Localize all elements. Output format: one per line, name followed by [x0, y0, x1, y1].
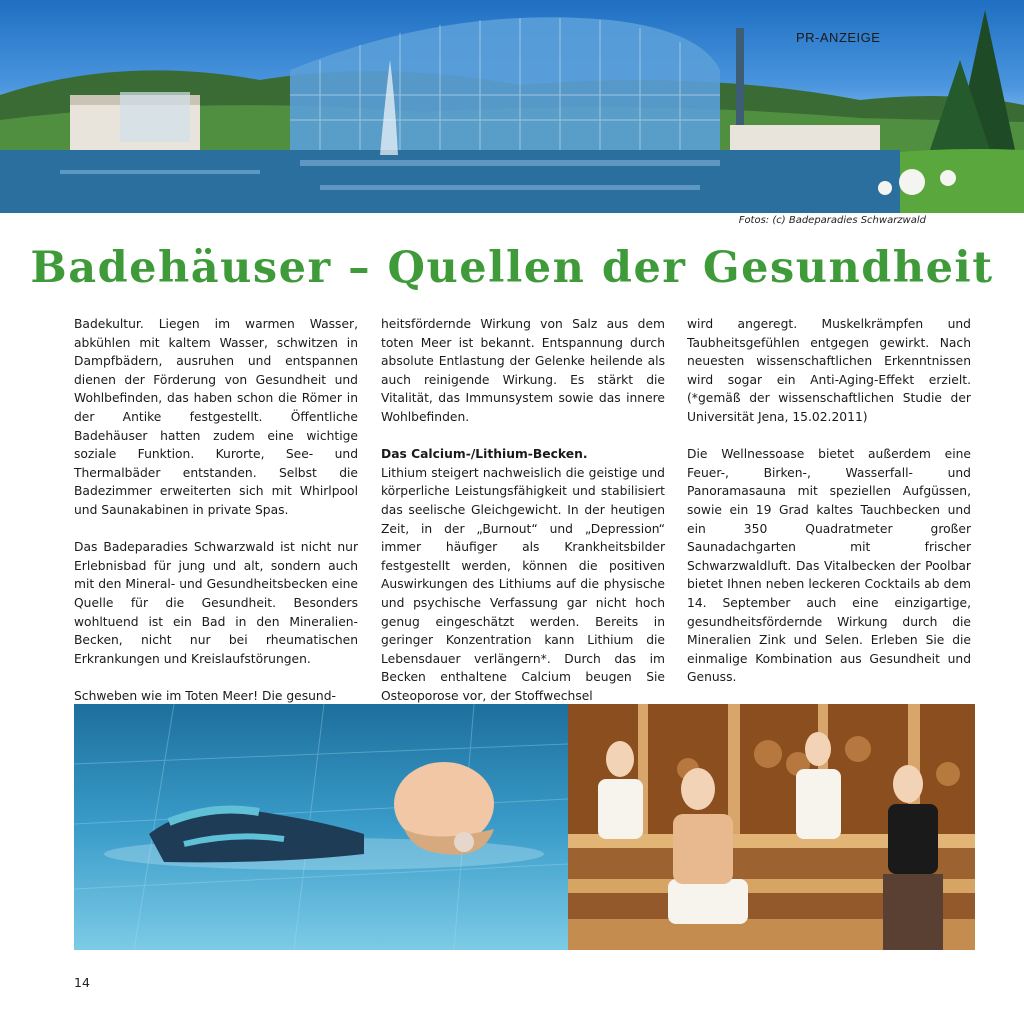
text-column-2 [381, 315, 665, 705]
text-column-1 [74, 315, 358, 705]
pool-illustration [74, 704, 568, 950]
page-title: Badehäuser – Quellen der Gesundheit [30, 243, 994, 293]
section-subheading: Das Calcium-/Lithium-Becken. [381, 447, 588, 462]
paragraph: Lithium steigert nachweislich die geistige und körperliche Leistungsfähigkeit und stabilisiert das seelische Gleichgewicht. In der heutigen Zeit, in der „Burnout“ und „Depression“ immer häufiger als Krankheitsbilder festgestellt werden, können die positiven Auswirkungen des Lithiums auf die physische und psychische Verfassung gar nicht hoch genug eingeschätzt werden. Bereits in geringer Konzentration kann Lithium die Lebensdauer verlängern*. Durch das im Becken enthaltene Calcium beugen Sie Osteoporose vor, der Stoffwechsel [381, 465, 665, 703]
photo-credit: Fotos: (c) Badeparadies Schwarzwald [738, 215, 926, 226]
paragraph: Die Wellnessoase bietet außerdem eine Feuer-, Birken-, Wasserfall- und Panoramasauna mit speziellen Aufgüssen, sowie ein 19 Grad kaltes Tauchbecken und ein 350 Quadratmeter großer Saunadachgarten mit frischer Schwarzwaldluft. Das Vitalbecken der Poolbar bietet Ihnen neben leckeren Cocktails ab dem 14. September auch eine einzigartige, gesundheitsfördernde Wirkung durch die Mineralien Zink und Selen. Erleben Sie die einmalige Kombination aus Gesundheit und Genuss. [687, 447, 971, 685]
paragraph: wird angeregt. Muskelkrämpfen und Taubheitsgefühlen entgegen gewirkt. Nach neuesten wissenschaftlichen Erkenntnissen wird sogar ein Anti-Aging-Effekt erzielt. (*gemäß der wissenschaftlichen Studie der Universität Jena, 15.02.2011) [687, 317, 971, 424]
paragraph: heitsfördernde Wirkung von Salz aus dem toten Meer ist bekannt. Entspannung durch absolute Entlastung der Gelenke heilende als auch reinigende Wirkung. Es stärkt die Vitalität, das Immunsystem sowie das innere Wohlbefinden. [381, 317, 665, 424]
pool-photo [74, 704, 568, 950]
pr-advert-label: PR-ANZEIGE [796, 30, 881, 45]
paragraph: Badekultur. Liegen im warmen Wasser, abkühlen mit kaltem Wasser, schwitzen in Dampfbädern, ausruhen und entspannen dienen der Förderung von Gesundheit und Wohlbefinden, das haben schon die Römer in der Antike festgestellt. Öffentliche Badehäuser hatten zudem eine wichtige soziale Funktion. Kurorte, See- und Thermalbäder entstanden. Selbst die Badezimmer erweiterten sich mit Whirlpool und Saunakabinen in private Spas. [74, 317, 358, 517]
sauna-photo [568, 704, 975, 950]
paragraph: Das Badeparadies Schwarzwald ist nicht nur Erlebnisbad für jung und alt, sondern auch mit den Mineral- und Gesundheitsbecken eine Quelle für die Gesundheit. Besonders wohltuend ist ein Bad in den Mineralien-Becken, nicht nur bei rheumatischen Erkrankungen und Kreislaufstörungen. [74, 540, 358, 666]
sauna-illustration [568, 704, 975, 950]
page-number: 14 [74, 975, 90, 990]
paragraph: Schweben wie im Toten Meer! Die gesund- [74, 688, 336, 703]
text-column-3 [687, 315, 971, 724]
hero-photo [0, 0, 1024, 213]
